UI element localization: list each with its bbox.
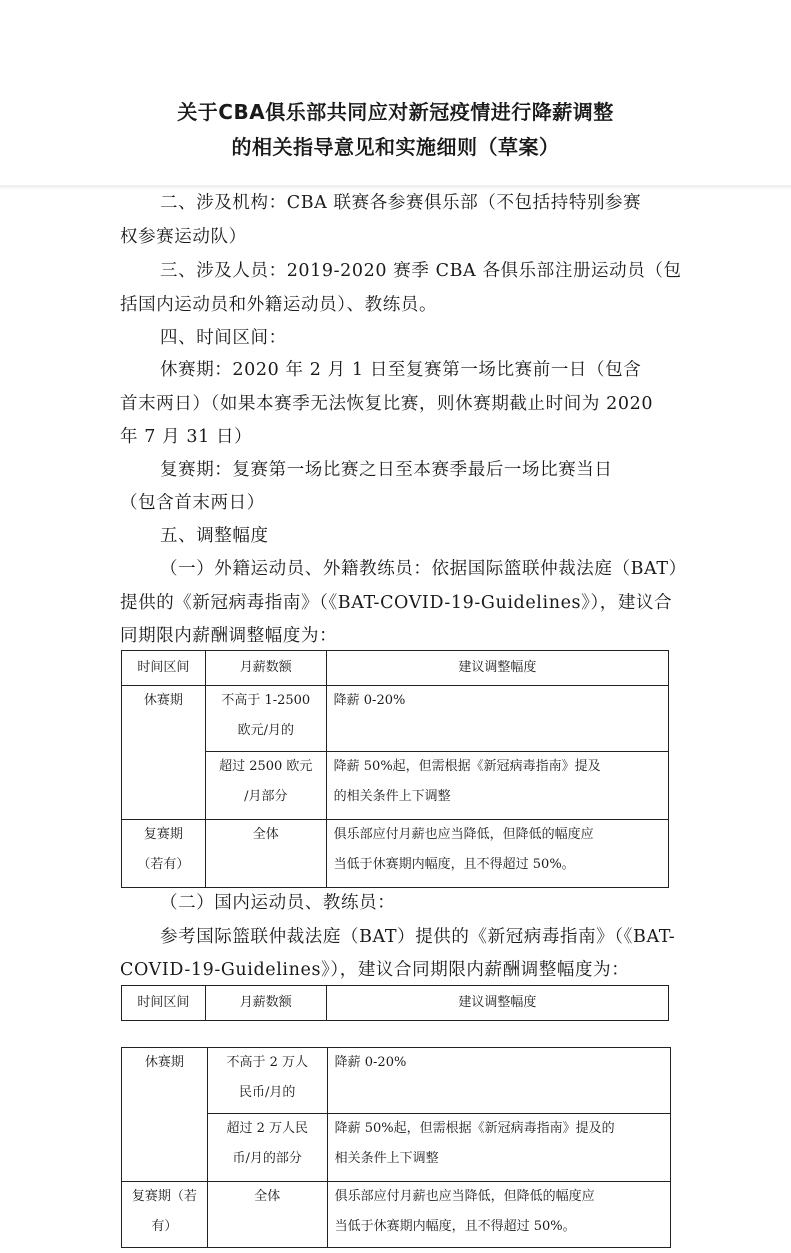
cell-line: /月部分 — [244, 789, 288, 804]
paragraph-line: 参考国际篮联仲裁法庭（BAT）提供的《新冠病毒指南》（《BAT- — [160, 927, 676, 947]
domestic-salary-table — [121, 1047, 671, 1248]
table-header-cell: 建议调整幅度 — [326, 651, 668, 686]
table-cell — [205, 686, 326, 752]
table-cell: 休赛期 — [122, 686, 206, 820]
paragraph-line: 提供的《新冠病毒指南》（《BAT-COVID-19-Guidelines》），建议合 — [120, 593, 673, 613]
paragraph-line: 年 7 月 31 日） — [120, 427, 253, 447]
cell-line: 不高于 2 万人 — [226, 1055, 309, 1070]
paragraph-line: 同期限内薪酬调整幅度为： — [120, 626, 338, 646]
table-cell — [205, 752, 326, 820]
cell-line: 有） — [151, 1219, 178, 1234]
table-cell: 休赛期 — [122, 1048, 208, 1182]
table-cell — [122, 1182, 208, 1248]
table-cell — [207, 1114, 327, 1182]
table-header-cell: 建议调整幅度 — [326, 986, 668, 1021]
cell-line: 超过 2 万人民 — [226, 1121, 309, 1136]
foreign-salary-table — [121, 650, 669, 888]
paragraph-line: COVID-19-Guidelines》），建议合同期限内薪酬调整幅度为： — [120, 960, 630, 980]
table-cell: 全体 — [207, 1182, 327, 1248]
table-header-cell: 时间区间 — [122, 651, 206, 686]
cell-line: 复赛期 — [143, 827, 183, 842]
table-cell — [326, 820, 668, 888]
table-cell — [327, 1114, 670, 1182]
cell-line: （若有） — [137, 857, 190, 872]
table-cell: 降薪 0-20% — [327, 1048, 670, 1114]
paragraph-line: （二）国内运动员、教练员： — [160, 893, 396, 913]
document-title-line1: 关于CBA俱乐部共同应对新冠疫情进行降薪调整 — [177, 100, 614, 124]
cell-line: 俱乐部应付月薪也应当降低，但降低的幅度应 — [333, 827, 594, 842]
cell-line: 当低于休赛期内幅度，且不得超过 50%。 — [334, 1219, 576, 1234]
table-cell: 全体 — [205, 820, 326, 888]
table-cell — [326, 752, 668, 820]
cell-line: 不高于 1-2500 — [221, 693, 311, 708]
paragraph-line: 三、涉及人员：2019-2020 赛季 CBA 各俱乐部注册运动员（包 — [160, 261, 682, 281]
paragraph-line: 权参赛运动队） — [120, 227, 247, 247]
table-cell — [327, 1182, 670, 1248]
cell-line: 的相关条件上下调整 — [333, 789, 451, 804]
cell-line: 复赛期（若 — [131, 1189, 197, 1204]
table-header-cell: 月薪数额 — [205, 651, 326, 686]
cell-line: 币/月的部分 — [232, 1151, 302, 1166]
cell-line: 降薪 50%起，但需根据《新冠病毒指南》提及的 — [334, 1121, 615, 1136]
cell-line: 民币/月的 — [239, 1085, 296, 1100]
cell-line: 欧元/月的 — [237, 723, 294, 738]
domestic-salary-table-header — [121, 985, 669, 1021]
cell-line: 超过 2500 欧元 — [219, 759, 313, 774]
cell-line: 俱乐部应付月薪也应当降低，但降低的幅度应 — [334, 1189, 595, 1204]
document-title-line2: 的相关指导意见和实施细则（草案） — [231, 135, 560, 159]
paragraph-line: （一）外籍运动员、外籍教练员：依据国际篮联仲裁法庭（BAT） — [160, 559, 687, 579]
paragraph-line: 复赛期：复赛第一场比赛之日至本赛季最后一场比赛当日 — [160, 460, 613, 480]
cell-line: 相关条件上下调整 — [334, 1151, 439, 1166]
paragraph-line: 五、调整幅度 — [160, 526, 269, 546]
paragraph-line: 休赛期：2020 年 2 月 1 日至复赛第一场比赛前一日（包含 — [160, 360, 642, 380]
paragraph-line: 首末两日）（如果本赛季无法恢复比赛，则休赛期截止时间为 2020 — [120, 394, 654, 414]
paragraph-line: 括国内运动员和外籍运动员）、教练员。 — [120, 295, 438, 315]
paragraph-line: （包含首末两日） — [120, 493, 265, 513]
table-cell: 降薪 0-20% — [326, 686, 668, 752]
paragraph-line: 二、涉及机构：CBA 联赛各参赛俱乐部（不包括持特别参赛 — [160, 193, 642, 213]
paragraph-line: 四、时间区间： — [160, 328, 287, 348]
table-header-cell: 月薪数额 — [205, 986, 326, 1021]
table-header-cell: 时间区间 — [122, 986, 206, 1021]
cell-line: 降薪 50%起，但需根据《新冠病毒指南》提及 — [333, 759, 601, 774]
cell-line: 当低于休赛期内幅度，且不得超过 50%。 — [333, 857, 575, 872]
table-cell — [207, 1048, 327, 1114]
table-cell — [122, 820, 206, 888]
